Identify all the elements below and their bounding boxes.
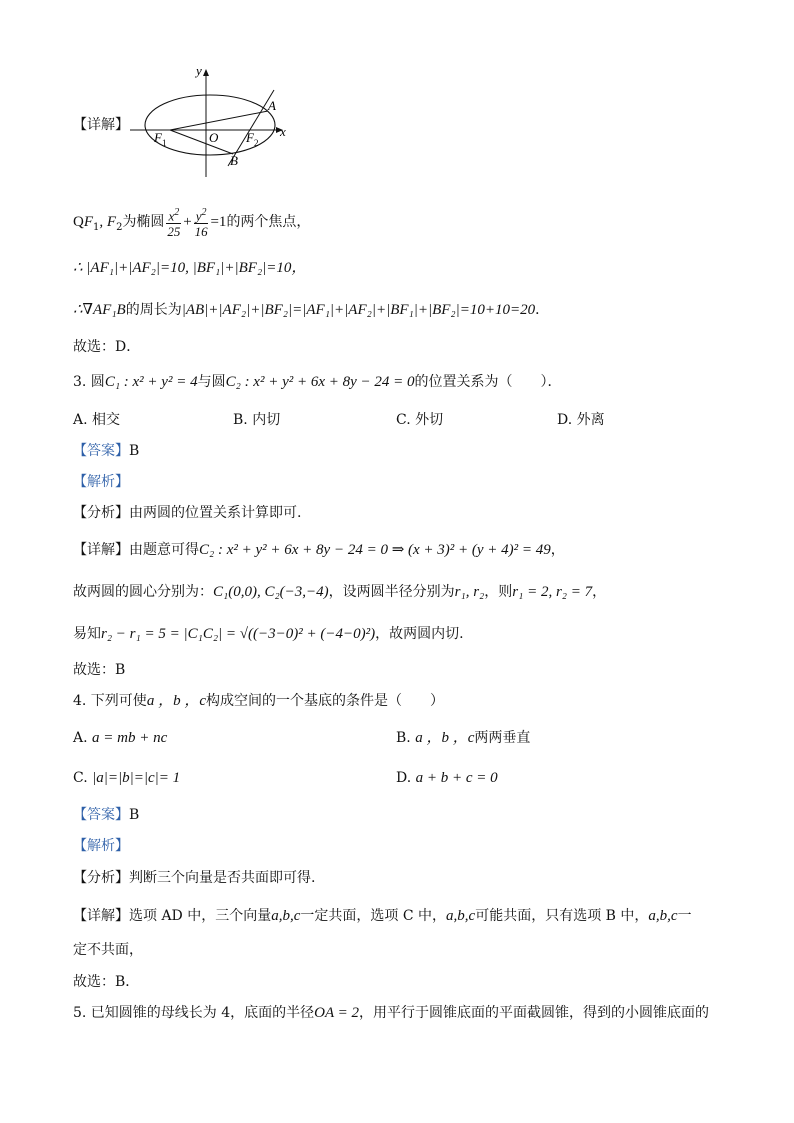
q3-answer: 【答案】B (73, 443, 140, 459)
q3-fenxi: 【分析】由两圆的位置关系计算即可. (73, 505, 302, 521)
q3-choice: 故选：B (73, 662, 126, 678)
label-f2: F (246, 130, 254, 145)
q5-stem: 5. 已知圆锥的母线长为 4，底面的半径OA = 2，用平行于圆锥底面的平面截圆锥，得到的小圆锥底面的 (73, 1005, 710, 1021)
q2-line2: ∴ |AF₁|+|AF₂|=10, |BF₁|+|BF₂|=10， (73, 260, 307, 276)
q4-option-b: B. a ，b ，c两两垂直 (396, 730, 531, 746)
q4-option-c: C. |a|=|b|=|c|= 1 (73, 770, 181, 786)
label-o: O (209, 130, 219, 145)
ellipse-figure (130, 62, 300, 177)
q3-option-b: B. 内切 (233, 412, 281, 428)
q3-analysis-label: 【解析】 (73, 474, 129, 490)
q3-detail-line2: 故两圆的圆心分别为：C₁(0,0), C₂(−3,−4)，设两圆半径分别为r₁, r₂，则r₁ = 2, r₂ = 7， (73, 584, 607, 600)
q3-option-c: C. 外切 (396, 412, 444, 428)
label-a: A (268, 98, 276, 113)
label-b: B (230, 153, 238, 168)
segment-f1-a (170, 111, 268, 130)
q4-fenxi: 【分析】判断三个向量是否共面即可得. (73, 870, 316, 886)
q3-detail-line3: 易知r₂ − r₁ = 5 = |C₁C₂| = √((−3−0)² + (−4−0)²)，故两圆内切. (73, 626, 464, 642)
label-y: y (196, 63, 202, 78)
q4-option-d: D. a + b + c = 0 (396, 770, 498, 786)
q3-detail-line1: 【详解】由题意可得C₂ : x² + y² + 6x + 8y − 24 = 0 ⇒ (x + 3)² + (y + 4)² = 49， (73, 542, 565, 558)
label-f2-sub: 2 (254, 138, 259, 148)
label-f1: F (154, 130, 162, 145)
q2-choice: 故选：D． (73, 339, 141, 355)
q4-detail-line1: 【详解】选项 AD 中，三个向量a,b,c一定共面，选项 C 中，a,b,c可能共面，只有选项 B 中，a,b,c一 (73, 908, 692, 924)
q3-stem: 3. 圆C₁ : x² + y² = 4与圆C₂ : x² + y² + 6x + 8y − 24 = 0的位置关系为（ ）． (73, 374, 562, 390)
q2-line1: $QF_1$, $F_2$为椭圆 $\frac{x^2}{25}$ + $\frac{y^2}{16}$ =1的两个焦点， (73, 207, 311, 240)
q3-option-d: D. 外离 (557, 412, 605, 428)
label-f1-sub: 1 (162, 138, 167, 148)
q4-answer: 【答案】B (73, 807, 140, 823)
detail-label: 【详解】 (73, 117, 129, 133)
segment-f1-b (170, 130, 233, 154)
q4-stem: 4. 下列可使a ，b ，c构成空间的一个基底的条件是（ ） (73, 693, 444, 709)
q4-analysis-label: 【解析】 (73, 838, 129, 854)
q4-detail-line2: 定不共面， (73, 942, 143, 958)
label-x: x (280, 124, 286, 139)
q3-option-a: A. 相交 (73, 412, 121, 428)
q4-option-a: A. a = mb + nc (73, 730, 168, 746)
q4-choice: 故选：B． (73, 974, 140, 990)
q2-line3: ∴∇AF₁B的周长为|AB|+|AF₂|+|BF₂|=|AF₁|+|AF₂|+|BF₁|+|BF₂|=10+10=20． (73, 302, 550, 318)
